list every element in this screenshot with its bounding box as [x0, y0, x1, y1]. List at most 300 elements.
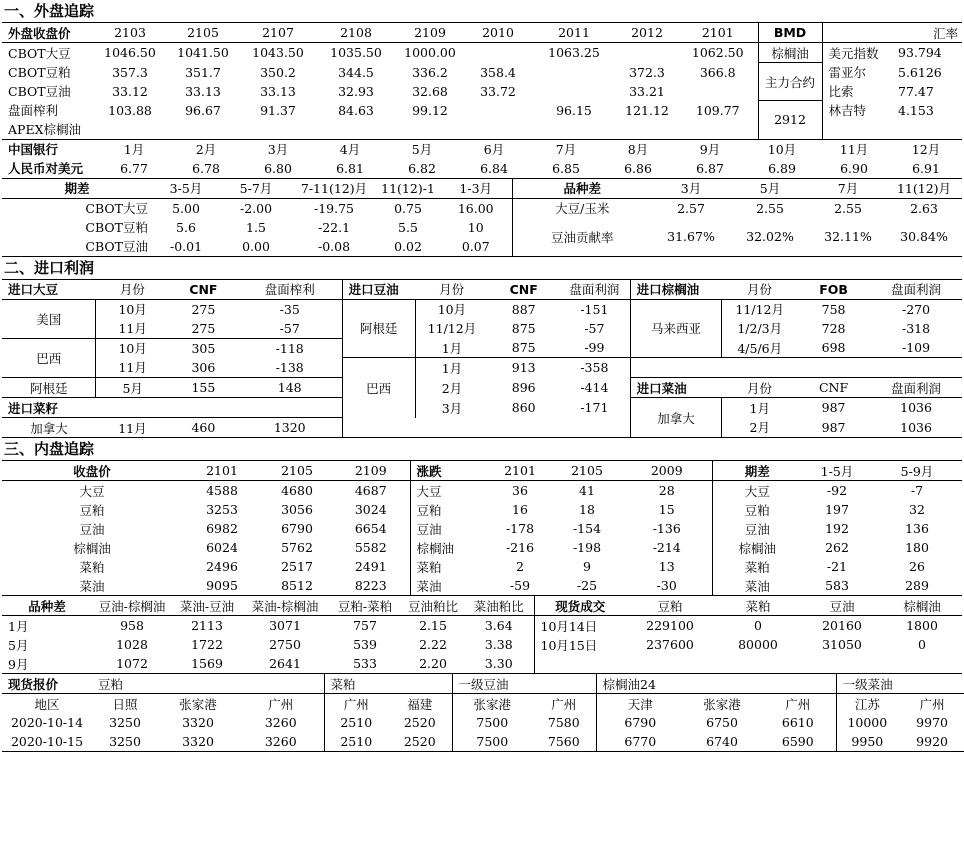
rmb-value: 6.81	[336, 160, 364, 176]
rmb-month: 7月	[555, 142, 577, 157]
variety-diff-row-label: 豆油贡献率	[550, 229, 614, 245]
spot-quote-group: 一级菜油	[836, 674, 964, 694]
dom-variety-cell: 2750	[269, 637, 301, 652]
rmb-month: 6月	[483, 142, 505, 157]
spot-quote-cell: 2520	[403, 734, 436, 749]
rmb-value: 6.89	[768, 160, 796, 176]
close-cell: 2517	[281, 559, 313, 574]
spot-quote-table	[2, 674, 964, 752]
change-cell: 41	[579, 483, 595, 498]
dom-variety-cell: 1569	[191, 656, 223, 671]
variety-diff-header: 11(12)月	[896, 181, 952, 196]
change-cell: 28	[622, 481, 712, 501]
spot-deal-cell: 80000	[738, 637, 778, 652]
change-cell: 15	[622, 500, 712, 519]
import-soy-cell: 305	[169, 338, 238, 358]
change-cell: 16	[512, 502, 528, 517]
close-cell: 8512	[281, 578, 313, 593]
fm-cell: 1063.25	[548, 45, 600, 61]
fm-cell: 96.15	[556, 102, 592, 118]
spot-deal-header: 豆粕	[657, 598, 683, 614]
import-palm-header: 进口棕榈油	[636, 282, 700, 297]
rmb-value: 6.84	[480, 160, 508, 176]
variety-diff-cell: 32.02%	[746, 229, 794, 244]
import-soy-header: 盘面榨利	[238, 279, 342, 299]
spot-quote-cell: 9920	[916, 734, 948, 749]
variety-diff-cell: 2.63	[910, 200, 938, 216]
import-palm-cell: 11/12月	[735, 302, 784, 317]
variety-diff-cell: 32.11%	[824, 229, 872, 244]
cbot-spread-cell: 0.02	[394, 238, 422, 254]
dom-spread-cell: 136	[905, 521, 929, 536]
import-palm-cell: 728	[821, 320, 846, 336]
spot-quote-cell: 10000	[836, 713, 898, 732]
close-cell: 5582	[332, 538, 410, 557]
import-soy-cell: -35	[238, 299, 342, 319]
cbot-spread-cell: -0.08	[317, 238, 351, 254]
close-cell: 5762	[281, 540, 313, 555]
dom-variety-cell: 2641	[269, 656, 301, 671]
dom-variety-row-label: 5月	[8, 637, 29, 653]
cbot-spread-row-label: CBOT大豆	[85, 201, 148, 216]
variety-diff-cell: 31.67%	[667, 229, 715, 244]
import-soyoil-country: 阿根廷	[342, 299, 415, 358]
fm-row-label: APEX棕榈油	[8, 122, 81, 137]
fm-cell	[464, 43, 532, 63]
import-soyoil-cell: 11/12月	[427, 321, 477, 337]
import-soyoil-cell: 896	[511, 380, 536, 395]
variety-diff-header-label: 品种差	[563, 181, 601, 196]
fm-row-label: CBOT豆油	[8, 84, 71, 99]
variety-diff-header: 3月	[680, 181, 702, 196]
rmb-value: 6.91	[912, 160, 940, 176]
import-soyoil-cell: 875	[511, 340, 536, 355]
spot-quote-cell: 3260	[264, 715, 297, 730]
fm-header-label: 外盘收盘价	[2, 23, 94, 43]
rmb-label-bank: 中国银行	[8, 142, 59, 157]
dom-spread-header: 期差	[744, 463, 770, 479]
change-cell: -178	[505, 521, 535, 536]
import-soy-country: 美国	[2, 299, 96, 338]
section-1-title: 一、外盘追踪	[4, 2, 95, 20]
spot-quote-region-label: 地区	[34, 696, 60, 712]
dom-variety-cell: 3071	[269, 618, 301, 633]
domestic-market-table	[2, 460, 962, 596]
dom-spread-cell: 180	[905, 540, 929, 555]
rmb-value: 6.87	[696, 160, 724, 176]
rmb-month: 8月	[627, 142, 649, 157]
cbot-spread-row-label: CBOT豆油	[85, 239, 148, 254]
import-soyoil-cell: -414	[559, 378, 630, 398]
fx-label: 比索	[828, 84, 854, 99]
fm-cell: 121.12	[625, 102, 669, 118]
spot-quote-cell: 9970	[916, 715, 948, 730]
spot-quote-cell: 3250	[109, 734, 141, 749]
cbot-spread-cell: 5.5	[398, 219, 418, 235]
spot-quote-cell: 7560	[547, 734, 580, 749]
change-cell: -154	[572, 521, 602, 536]
fx-value: 4.153	[898, 102, 934, 118]
import-rapeoil-cell: 987	[821, 400, 846, 416]
change-header: 2101	[504, 463, 536, 478]
dom-variety-cell: 1072	[116, 656, 148, 671]
variety-diff-header: 5月	[759, 181, 781, 196]
fm-cell: 91.37	[260, 102, 296, 118]
fm-cell: 33.21	[629, 83, 665, 99]
rmb-value: 6.82	[408, 160, 436, 176]
import-palm-cell: 1/2/3月	[737, 321, 783, 337]
spot-quote-region: 日照	[112, 696, 138, 712]
cbot-spread-cell: 0.75	[394, 200, 422, 216]
close-row-label: 棕榈油	[73, 540, 111, 556]
foreign-market-table	[2, 22, 962, 139]
dom-spread-row-label: 菜油	[744, 578, 770, 594]
close-cell: 3253	[206, 502, 238, 517]
spot-quote-group: 棕榈油24	[596, 674, 836, 694]
import-palm-cell: 698	[821, 340, 846, 355]
spot-quote-group: 一级豆油	[452, 674, 596, 694]
fm-row-label: CBOT大豆	[8, 45, 71, 61]
import-rapeoil-cell: 987	[821, 419, 846, 435]
import-soyoil-cell: 3月	[441, 400, 463, 416]
fx-label: 林吉特	[828, 103, 867, 118]
spot-quote-cell: 3260	[264, 734, 297, 749]
fm-cell: 33.12	[112, 83, 148, 99]
dom-variety-header: 豆粕-菜粕	[337, 598, 393, 614]
import-palm-cell: -318	[901, 320, 931, 336]
fm-header-2103: 2103	[94, 23, 166, 43]
cbot-spread-cell: 10	[440, 218, 512, 237]
import-soyoil-cell: -358	[559, 358, 630, 378]
spot-quote-region: 福建	[407, 696, 433, 712]
spot-quote-region: 广州	[268, 696, 294, 712]
close-cell: 4687	[332, 481, 410, 501]
change-row-label: 菜粕	[416, 559, 442, 575]
section-3-title: 三、内盘追踪	[4, 440, 95, 458]
import-soyoil-cell: -171	[559, 398, 630, 418]
import-soyoil-header: 进口豆油	[348, 282, 399, 297]
spot-quote-region: 广州	[551, 696, 577, 712]
import-rapeseed-cell: 1320	[238, 418, 342, 438]
fm-cell: 84.63	[338, 102, 374, 118]
fx-value: 77.47	[898, 83, 934, 99]
spot-deal-date: 10月15日	[540, 637, 598, 653]
import-soy-cell: 11月	[118, 321, 147, 336]
fm-cell: 1043.50	[252, 45, 304, 61]
import-soy-cell: 155	[169, 378, 238, 398]
fx-value: 5.6126	[898, 64, 942, 80]
rmb-month: 1月	[123, 142, 145, 157]
cbot-spread-table	[2, 179, 962, 257]
spot-quote-cell: 6740	[706, 734, 738, 749]
close-header: 2101	[206, 463, 238, 478]
variety-diff-cell: 2.55	[834, 200, 862, 216]
import-rapeoil-cell: 1036	[900, 419, 932, 435]
fm-header-2107: 2107	[240, 23, 316, 43]
import-soy-cell: 10月	[96, 338, 169, 358]
close-header: 2109	[332, 461, 410, 481]
change-row-label: 豆粕	[416, 502, 442, 518]
fm-cell: 1062.50	[691, 45, 744, 61]
dom-variety-cell: 2.22	[419, 637, 447, 652]
spot-quote-region: 广州	[324, 694, 388, 714]
dom-variety-header: 品种差	[28, 598, 66, 614]
spot-deal-header: 菜粕	[745, 598, 771, 614]
spot-quote-cell: 7580	[547, 715, 580, 730]
change-header: 2105	[571, 463, 603, 478]
dom-spread-cell: -92	[826, 483, 848, 498]
spot-deal-header: 现货成交	[555, 598, 606, 614]
dom-variety-cell: 757	[353, 618, 377, 633]
import-soy-country: 阿根廷	[2, 378, 96, 398]
variety-diff-cell: 30.84%	[900, 229, 948, 244]
spot-quote-group: 豆粕	[98, 676, 124, 692]
close-cell: 8223	[332, 576, 410, 596]
dom-spread-cell: 262	[825, 540, 849, 555]
change-cell: -136	[622, 519, 712, 538]
cbot-spread-row-label: CBOT豆粕	[85, 220, 148, 235]
import-palm-country: 马来西亚	[630, 299, 722, 358]
import-soy-country: 巴西	[2, 338, 96, 378]
cbot-spread-cell: 0.07	[440, 237, 512, 257]
import-palm-header: 月份	[746, 282, 772, 297]
import-soyoil-header: 月份	[439, 282, 465, 297]
fx-label: 美元指数	[828, 45, 879, 61]
dom-spread-cell: 289	[905, 578, 929, 593]
dom-variety-cell: 539	[353, 637, 377, 652]
dom-spread-cell: 26	[909, 559, 925, 574]
rmb-value: 6.77	[120, 160, 148, 176]
close-cell: 6982	[206, 521, 238, 536]
import-rapeoil-cell: 1月	[749, 400, 770, 416]
spot-deal-header: 棕榈油	[903, 598, 941, 614]
spot-deal-cell: 1800	[906, 618, 938, 633]
rmb-value: 6.78	[192, 160, 220, 176]
spot-quote-cell: 2510	[324, 713, 388, 732]
spot-quote-cell: 6790	[596, 713, 684, 732]
spot-quote-date: 2020-10-15	[10, 734, 84, 749]
import-rapeoil-header: 月份	[722, 378, 797, 398]
rmb-value: 6.85	[552, 160, 580, 176]
rmb-month: 5月	[411, 142, 433, 157]
import-soy-header: 进口大豆	[8, 282, 59, 297]
fm-cell: 33.13	[260, 83, 296, 99]
fm-cell: 33.72	[480, 83, 516, 99]
fm-cell: 32.93	[338, 83, 374, 99]
spot-quote-cell: 3320	[182, 734, 214, 749]
fm-header-2105: 2105	[166, 23, 240, 43]
spot-quote-region: 广州	[919, 696, 945, 712]
cbot-spread-header: 1-3月	[440, 179, 512, 199]
fx-value: 93.794	[898, 45, 942, 61]
fm-cell: 358.4	[480, 64, 516, 80]
cbot-spread-cell: 5.00	[172, 200, 200, 216]
import-soyoil-cell: -151	[559, 299, 630, 319]
import-rapeoil-country: 加拿大	[630, 398, 722, 438]
import-palm-cell: -109	[901, 340, 931, 355]
close-header: 2105	[281, 463, 313, 478]
fm-cell: 99.12	[412, 102, 448, 118]
spot-quote-region: 张家港	[452, 694, 532, 714]
close-cell: 4588	[206, 483, 238, 498]
close-cell: 9095	[206, 578, 238, 593]
spot-deal-cell: 237600	[646, 637, 694, 652]
close-row-label: 菜油	[79, 578, 105, 594]
change-row-label: 豆油	[416, 521, 442, 537]
close-cell: 6790	[281, 521, 313, 536]
fm-cell: 357.3	[112, 64, 148, 80]
import-rapeoil-cell: 1036	[900, 400, 932, 416]
dom-spread-row-label: 豆粕	[744, 502, 770, 518]
fm-cell: 103.88	[108, 102, 152, 118]
fm-cell	[616, 43, 678, 63]
dom-variety-header: 菜油-棕榈油	[251, 598, 319, 614]
cbot-spread-cell: -19.75	[313, 200, 354, 216]
dom-spread-cell: 197	[825, 502, 849, 517]
spot-quote-cell: 6590	[781, 734, 814, 749]
spot-quote-date: 2020-10-14	[10, 715, 84, 730]
fm-cell: 336.2	[412, 64, 448, 80]
import-rapeoil-header: CNF	[797, 378, 870, 398]
import-soyoil-cell: 2月	[441, 380, 463, 396]
section-2-title: 二、进口利润	[4, 258, 95, 277]
dom-variety-cell: 1722	[191, 637, 223, 652]
dom-spread-row-label: 豆油	[744, 521, 770, 537]
spot-quote-region: 广州	[785, 696, 811, 712]
spot-quote-cell: 7500	[452, 713, 532, 732]
import-rapeseed-cell: 11月	[118, 420, 147, 436]
import-soyoil-cell: 10月	[437, 302, 467, 317]
dom-variety-cell: 2.15	[419, 618, 447, 633]
cbot-spread-cell: 5.6	[176, 219, 196, 235]
spot-quote-cell: 3320	[182, 715, 214, 730]
fm-cell: 366.8	[699, 64, 736, 80]
import-palm-header: FOB	[819, 281, 848, 297]
dom-spread-cell: -21	[826, 559, 848, 574]
close-row-label: 豆油	[79, 521, 105, 537]
change-cell: 36	[512, 483, 528, 498]
spot-quote-cell: 2520	[403, 715, 436, 730]
import-palm-header: 盘面利润	[891, 282, 942, 297]
dom-variety-cell: 2.20	[419, 656, 447, 671]
import-rapeseed-cell: 加拿大	[30, 420, 68, 436]
close-cell: 4680	[281, 483, 313, 498]
rmb-value: 6.80	[264, 160, 292, 176]
fm-header-2109: 2109	[396, 23, 464, 43]
import-soy-header: CNF	[189, 281, 218, 297]
cbot-spread-header: 7-11(12)月	[300, 181, 368, 196]
fm-header-2011: 2011	[532, 23, 616, 43]
fm-cell: 33.13	[185, 83, 221, 99]
spot-quote-group: 菜粕	[324, 674, 452, 694]
dom-variety-header: 菜油粕比	[464, 596, 534, 616]
import-palm-cell: 4/5/6月	[737, 340, 783, 356]
dom-variety-cell: 3.64	[464, 616, 534, 636]
import-soy-cell: 275	[191, 320, 216, 336]
variety-diff-header: 7月	[837, 181, 859, 196]
import-soyoil-header: 盘面利润	[559, 279, 630, 299]
fm-cell	[532, 63, 616, 82]
spot-deal-cell: 20160	[822, 618, 862, 633]
cbot-spread-cell: -2.00	[239, 200, 273, 216]
change-cell: -216	[505, 540, 535, 555]
dom-spread-row-label: 菜粕	[744, 559, 770, 575]
spot-deal-cell: 31050	[822, 637, 862, 652]
import-soyoil-cell: 887	[511, 301, 536, 317]
fm-cell: 350.2	[260, 64, 296, 80]
dom-spread-cell: 583	[825, 578, 849, 593]
close-cell: 3056	[281, 502, 313, 517]
fx-title: 汇率	[822, 23, 962, 43]
change-cell: 18	[579, 502, 595, 517]
bmd-sub: 棕榈油	[758, 43, 822, 63]
import-rapeoil-header: 进口菜油	[630, 378, 722, 398]
dom-spread-cell: 192	[825, 521, 849, 536]
variety-deal-table	[2, 596, 962, 674]
dom-spread-header: 1-5月	[820, 463, 854, 479]
import-soy-header: 月份	[119, 282, 145, 297]
spot-quote-cell: 6770	[596, 732, 684, 752]
import-soyoil-cell: -99	[559, 338, 630, 358]
fm-cell: 372.3	[629, 64, 665, 80]
dom-variety-cell: 3.30	[464, 654, 534, 674]
close-cell: 2496	[206, 559, 238, 574]
import-soyoil-cell: 1月	[415, 358, 488, 378]
dom-variety-cell: 2113	[191, 618, 223, 633]
change-cell: 9	[583, 559, 591, 574]
change-row-label: 棕榈油	[416, 540, 455, 556]
close-cell: 2491	[332, 557, 410, 576]
dom-variety-cell: 1028	[116, 637, 148, 652]
fm-cell	[464, 101, 532, 120]
bmd-title: BMD	[758, 23, 822, 43]
dom-spread-row-label: 大豆	[744, 483, 770, 499]
spot-quote-cell: 7500	[452, 732, 532, 752]
bmd-contract: 主力合约	[758, 63, 822, 101]
dom-variety-cell: 533	[353, 656, 377, 671]
dom-variety-row-label: 9月	[8, 656, 29, 672]
change-cell: -59	[509, 578, 531, 593]
fm-header-2101: 2101	[678, 23, 758, 43]
cbot-spread-cell: 16.00	[440, 198, 512, 218]
fm-cell: 344.5	[338, 64, 374, 80]
spot-quote-region: 江苏	[836, 694, 898, 714]
dom-variety-header: 豆油粕比	[407, 598, 458, 614]
dom-variety-cell: 3.38	[464, 635, 534, 654]
import-rapeseed-cell: 460	[191, 420, 216, 435]
change-cell: -198	[572, 540, 602, 555]
spot-quote-cell: 2510	[324, 732, 388, 752]
import-palm-cell: -270	[901, 301, 931, 317]
cbot-spread-cell: -22.1	[317, 219, 351, 235]
spot-quote-cell: 6750	[706, 715, 738, 730]
import-rapeoil-cell: 2月	[749, 420, 770, 436]
dom-variety-row-label: 1月	[8, 618, 29, 634]
rmb-month: 4月	[339, 142, 361, 157]
close-cell: 6024	[206, 540, 238, 555]
change-cell: 2	[516, 559, 524, 574]
change-cell: -25	[576, 578, 598, 593]
change-row-label: 菜油	[416, 578, 442, 594]
dom-spread-header: 5-9月	[900, 463, 934, 479]
fm-cell: 1046.50	[104, 45, 156, 61]
import-rapeoil-header: 盘面利润	[870, 378, 962, 398]
variety-diff-row-label: 大豆/玉米	[555, 201, 610, 216]
cbot-spread-cell: -0.01	[169, 238, 203, 254]
import-soyoil-header: CNF	[509, 281, 538, 297]
fm-header-2012: 2012	[616, 23, 678, 43]
dom-spread-cell: -7	[910, 483, 924, 498]
